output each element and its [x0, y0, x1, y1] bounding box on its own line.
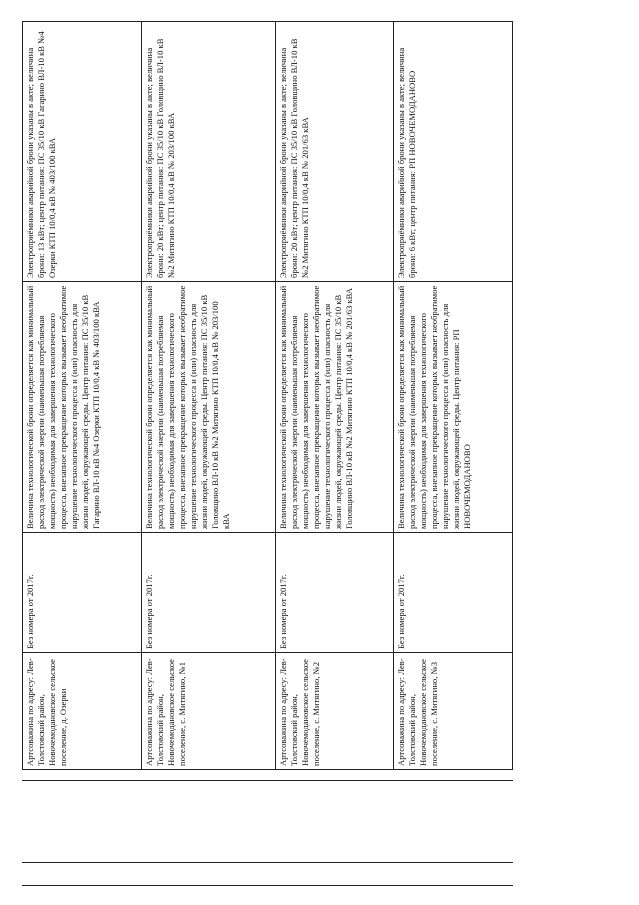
- rotated-table-container: [22, 22, 513, 770]
- justification-cell: Величина технологической брони определяется как минимальный расход электрической энергии (наименьшая потребляемая мощность) необходимая для завершения технологического процесса, внезапное прекращение которых вызывает необратимое нарушение технологического процесса и (или) опасность для жизни людей, окружающей среды. Центр питания: РП НОВОЧЕМОДАНОВО: [394, 282, 513, 533]
- table-row: [275, 22, 394, 770]
- location-cell: Артсоважина по адресу: Лев-Толстовский район, Новочемодановское сельское поселение, с. Митягино, №1: [141, 653, 275, 770]
- emergency-cell: Электроприёмники аварийной брони указаны в акте; величина брони: 6 кВт; центр питания: РП НОВОЧЕМОДАНОВО: [394, 22, 513, 282]
- emergency-cell: Электроприёмники аварийной брони указаны в акте; величина брони: 20 кВт; центр питания: ПС 35/10 кВ Головщино ВЛ-10 кВ №2 Митягино КТП 10/0,4 кВ № 201/63 кВА: [275, 22, 394, 282]
- divider-line: [22, 862, 513, 863]
- document-cell: Без номера от 2017г.: [141, 533, 275, 653]
- divider-line: [22, 885, 513, 886]
- document-cell: Без номера от 2017г.: [394, 533, 513, 653]
- location-cell: Артсоважина по адресу: Лев-Толстовский район, Новочемодановское сельское поселение, с. Митягино, №2: [275, 653, 394, 770]
- document-cell: Без номера от 2017г.: [275, 533, 394, 653]
- justification-cell: Величина технологической брони определяется как минимальный расход электрической энергии (наименьшая потребляемая мощность) необходимая для завершения технологического процесса, внезапное прекращение которых вызывает необратимое нарушение технологического процесса и (или) опасность для жизни людей, окружающей среды. Центр питания: ПС 35/10 кВ Гагарино ВЛ-10 кВ №4 Озерки КТП 10/0,4 кВ № 403/100 кВА: [23, 282, 142, 533]
- table-row: [23, 22, 142, 770]
- table-row: [394, 22, 513, 770]
- location-cell: Артсоважина по адресу: Лев-Толстовский район, Новочемодановское сельское поселение, с. Митягино, №3: [394, 653, 513, 770]
- location-cell: Артсоважина по адресу: Лев-Толстовский район, Новочемодановское сельское поселение, д. Озерки: [23, 653, 142, 770]
- document-cell: Без номера от 2017г.: [23, 533, 142, 653]
- justification-cell: Величина технологической брони определяется как минимальный расход электрической энергии (наименьшая потребляемая мощность) необходимая для завершения технологического процесса, внезапное прекращение которых вызывает необратимое нарушение технологического процесса и (или) опасность для жизни людей, окружающей среды. Центр питания: ПС 35/10 кВ Головщино ВЛ-10 кВ №2 Митягино КТП 10/0,4 кВ № 203/100 кВА: [141, 282, 275, 533]
- emergency-cell: Электроприёмники аварийной брони указаны в акте; величина брони: 20 кВт; центр питания: ПС 35/10 кВ Головщино ВЛ-10 кВ №2 Митягино КТП 10/0,4 кВ № 203/100 кВА: [141, 22, 275, 282]
- divider-line: [22, 780, 513, 781]
- reservation-table: [22, 21, 513, 770]
- justification-cell: Величина технологической брони определяется как минимальный расход электрической энергии (наименьшая потребляемая мощность) необходимая для завершения технологического процесса, внезапное прекращение которых вызывает необратимое нарушение технологического процесса и (или) опасность для жизни людей, окружающей среды. Центр питания: ПС 35/10 кВ Головщино ВЛ-10 кВ №2 Митягино КТП 10/0,4 кВ № 201/63 кВА: [275, 282, 394, 533]
- table-row: [141, 22, 275, 770]
- emergency-cell: Электроприёмники аварийной брони указаны в акте; величина брони: 13 кВт; центр питания: ПС 35/10 кВ Гагарино ВЛ-10 кВ №4 Озерки КТП 10/0,4 кВ № 403/100 кВА: [23, 22, 142, 282]
